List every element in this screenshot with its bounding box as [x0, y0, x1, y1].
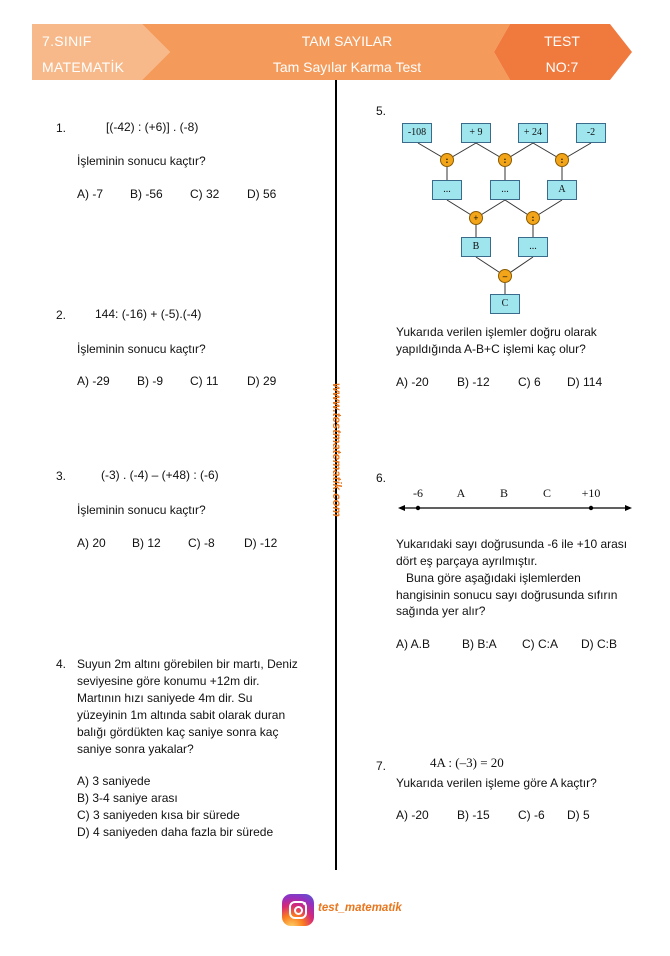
- q3-option-d[interactable]: D) -12: [244, 536, 278, 550]
- diagram-connectors: [396, 118, 626, 318]
- number-line-label: +10: [581, 486, 601, 500]
- q1-expression: [(-42) : (+6)] . (-8): [106, 120, 199, 134]
- top-box: -108: [402, 123, 432, 143]
- q4-number: 4.: [56, 657, 67, 671]
- number-line: [398, 486, 634, 516]
- number-line-label: A: [456, 486, 466, 500]
- q7-prompt: Yukarıda verilen işleme göre A kaçtır?: [396, 776, 597, 790]
- q6-option-b[interactable]: B) B:A: [462, 637, 497, 651]
- q3-number: 3.: [56, 469, 67, 483]
- q5-line: Yukarıda verilen işlemler doğru olarak: [396, 325, 597, 339]
- header-test-no: TEST NO:7: [544, 33, 580, 75]
- q1-option-a[interactable]: A) -7: [77, 187, 104, 201]
- q7-option-d[interactable]: D) 5: [567, 808, 590, 822]
- q5-option-d[interactable]: D) 114: [567, 375, 603, 389]
- q5-operation-diagram: [396, 118, 626, 318]
- mid-box: A: [547, 180, 577, 200]
- q1-option-d[interactable]: D) 56: [247, 187, 277, 201]
- top-box: -2: [576, 123, 606, 143]
- minus-operator: –: [498, 269, 512, 283]
- q4-option-d[interactable]: D) 4 saniyeden daha fazla bir sürede: [77, 825, 274, 839]
- divide-operator: :: [555, 153, 569, 167]
- q6-option-a[interactable]: A) A.B: [396, 637, 431, 651]
- mid-box: ...: [432, 180, 462, 200]
- q7-number: 7.: [376, 759, 387, 773]
- q2-option-b[interactable]: B) -9: [137, 374, 164, 388]
- q1-option-c[interactable]: C) 32: [190, 187, 220, 201]
- top-box: + 24: [518, 123, 548, 143]
- q6-option-d[interactable]: D) C:B: [581, 637, 617, 651]
- low-box: B: [461, 237, 491, 257]
- side-url: www.testmatematik.com: [330, 383, 342, 517]
- q5-option-c[interactable]: C) 6: [518, 375, 541, 389]
- header-banner: [32, 24, 632, 80]
- q2-number: 2.: [56, 308, 67, 322]
- top-box: + 9: [461, 123, 491, 143]
- q5-number: 5.: [376, 104, 387, 118]
- plus-operator: +: [469, 211, 483, 225]
- q6-option-c[interactable]: C) C:A: [522, 637, 558, 651]
- q6-line: hangisinin sonucu sayı doğrusunda sıfırın: [396, 588, 618, 602]
- q3-expression: (-3) . (-4) – (+48) : (-6): [101, 468, 219, 482]
- header-grade: 7.SINIF MATEMATİK: [42, 33, 125, 75]
- low-box: ...: [518, 237, 548, 257]
- q4-line: Martının hızı saniyede 4m dir. Su: [77, 691, 253, 705]
- q1-prompt: İşleminin sonucu kaçtır?: [77, 154, 206, 168]
- number-line-label: B: [499, 486, 509, 500]
- q3-option-a[interactable]: A) 20: [77, 536, 106, 550]
- q6-line: sağında yer alır?: [396, 604, 486, 618]
- q4-line: seviyesine göre konumu +12m dir.: [77, 674, 260, 688]
- q6-number: 6.: [376, 471, 387, 485]
- q4-line: Suyun 2m altını görebilen bir martı, Deniz: [77, 657, 298, 671]
- q6-line: Buna göre aşağıdaki işlemlerden: [396, 571, 581, 585]
- q6-line: Yukarıdaki sayı doğrusunda -6 ile +10 arası: [396, 537, 628, 551]
- q7-expression: 4A : (–3) = 20: [430, 755, 504, 770]
- divide-operator: :: [526, 211, 540, 225]
- q7-option-a[interactable]: A) -20: [396, 808, 429, 822]
- number-line-label: -6: [413, 486, 423, 500]
- q5-option-b[interactable]: B) -12: [457, 375, 490, 389]
- q3-prompt: İşleminin sonucu kaçtır?: [77, 503, 206, 517]
- q7-option-b[interactable]: B) -15: [457, 808, 490, 822]
- q2-option-c[interactable]: C) 11: [190, 374, 219, 388]
- number-line-label: C: [542, 486, 552, 500]
- q5-line: yapıldığında A-B+C işlemi kaç olur?: [396, 342, 586, 356]
- q1-number: 1.: [56, 121, 67, 135]
- divide-operator: :: [498, 153, 512, 167]
- header-title: TAM SAYILAR Tam Sayılar Karma Test: [272, 33, 422, 75]
- bottom-box: C: [490, 294, 520, 314]
- q2-prompt: İşleminin sonucu kaçtır?: [77, 342, 206, 356]
- q6-line: dört eş parçaya ayrılmıştır.: [396, 554, 538, 568]
- mid-box: ...: [490, 180, 520, 200]
- q4-option-b[interactable]: B) 3-4 saniye arası: [77, 791, 178, 805]
- q2-expression: 144: (-16) + (-5).(-4): [95, 307, 202, 321]
- q3-option-c[interactable]: C) -8: [188, 536, 215, 550]
- q2-option-d[interactable]: D) 29: [247, 374, 277, 388]
- q4-line: saniye sonra yakalar?: [77, 742, 194, 756]
- number-line-axis: [398, 486, 634, 516]
- q4-option-c[interactable]: C) 3 saniyeden kısa bir sürede: [77, 808, 240, 822]
- q5-option-a[interactable]: A) -20: [396, 375, 429, 389]
- q1-option-b[interactable]: B) -56: [130, 187, 163, 201]
- instagram-handle: test_matematik: [318, 902, 402, 914]
- divide-operator: :: [440, 153, 454, 167]
- q7-option-c[interactable]: C) -6: [518, 808, 545, 822]
- q2-option-a[interactable]: A) -29: [77, 374, 110, 388]
- instagram-icon: [282, 894, 314, 926]
- q4-line: balığı gördükten kaç saniye sonra kaç: [77, 725, 279, 739]
- q4-option-a[interactable]: A) 3 saniyede: [77, 774, 151, 788]
- q3-option-b[interactable]: B) 12: [132, 536, 161, 550]
- q4-line: yüzeyinin 1m altında sabit olarak duran: [77, 708, 286, 722]
